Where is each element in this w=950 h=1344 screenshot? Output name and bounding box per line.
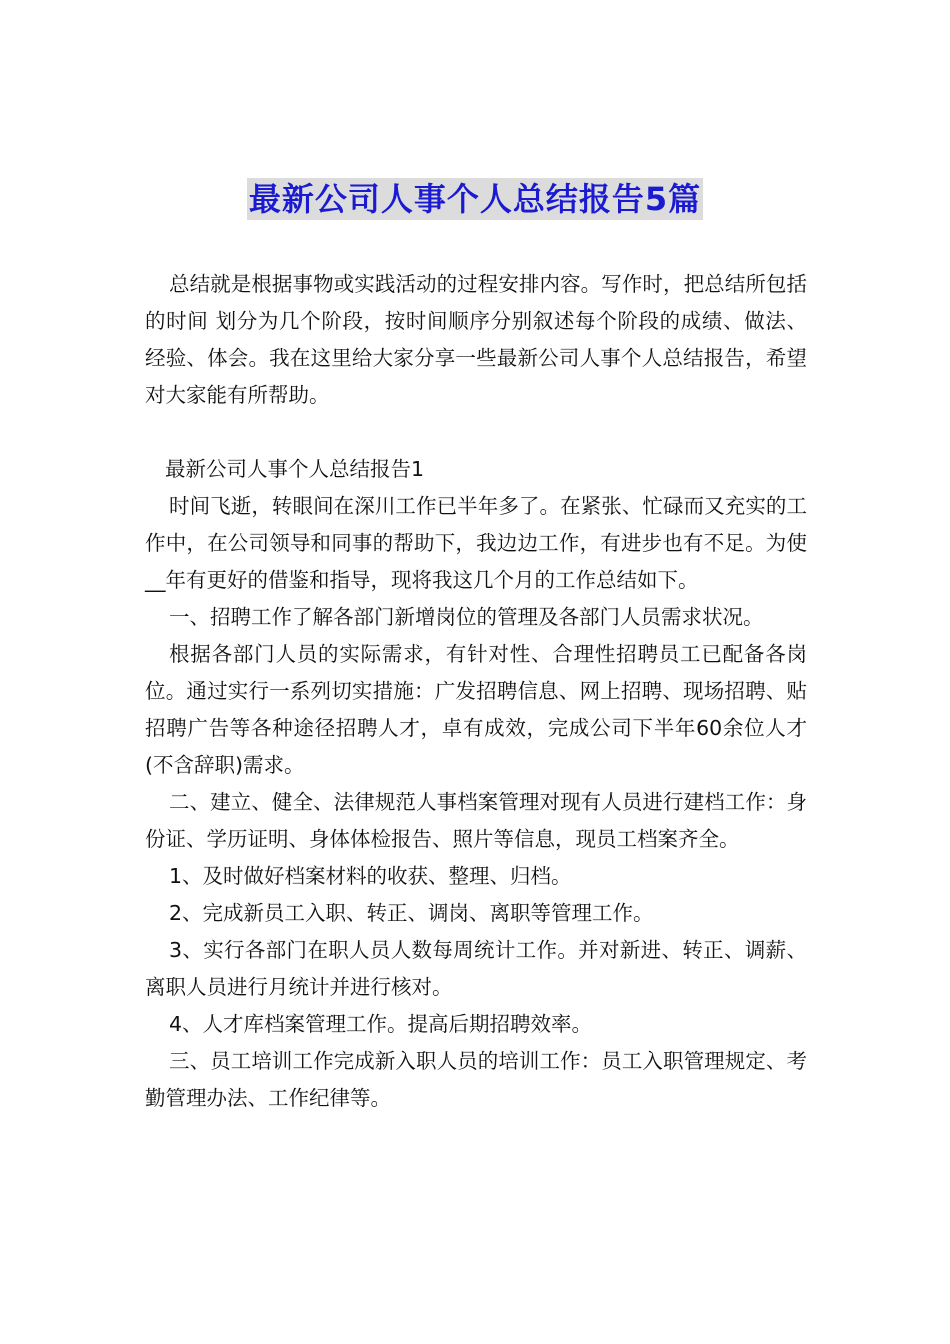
section-title: 最新公司人事个人总结报告1 [165,457,425,481]
title-wrapper [0,178,950,220]
paragraph: 一、招聘工作了解各部门新增岗位的管理及各部门人员需求状况。 [169,605,764,629]
paragraph: 二、建立、健全、法律规范人事档案管理对现有人员进行建档工作：身份证、学历证明、身体体检报告、照片等信息，现员工档案齐全。 [145,790,807,851]
paragraph-gap [145,414,807,451]
document-body [145,266,807,1117]
paragraph: 时间飞逝，转眼间在深川工作已半年多了。在紧张、忙碌而又充实的工作中，在公司领导和同事的帮助下，我边边工作，有进步也有不足。为使__年有更好的借鉴和指导，现将我这几个月的工作总结如下。 [145,494,807,592]
paragraph: 2、完成新员工入职、转正、调岗、离职等管理工作。 [169,901,654,925]
intro-paragraph: 总结就是根据事物或实践活动的过程安排内容。写作时，把总结所包括的时间 划分为几个阶段，按时间顺序分别叙述每个阶段的成绩、做法、经验、体会。我在这里给大家分享一些最新公司人事个人总结报告，希望对大家能有所帮助。 [145,272,807,407]
paragraph: 4、人才库档案管理工作。提高后期招聘效率。 [169,1012,593,1036]
paragraph: 三、员工培训工作完成新入职人员的培训工作：员工入职管理规定、考勤管理办法、工作纪律等。 [145,1049,807,1110]
paragraph: 根据各部门人员的实际需求，有针对性、合理性招聘员工已配备各岗位。通过实行一系列切实措施：广发招聘信息、网上招聘、现场招聘、贴招聘广告等各种途径招聘人才，卓有成效，完成公司下半年60余位人才(不含辞职)需求。 [145,642,807,777]
paragraph: 3、实行各部门在职人员人数每周统计工作。并对新进、转正、调薪、离职人员进行月统计并进行核对。 [145,938,807,999]
paragraph: 1、及时做好档案材料的收获、整理、归档。 [169,864,572,888]
document-title: 最新公司人事个人总结报告5篇 [248,180,702,218]
